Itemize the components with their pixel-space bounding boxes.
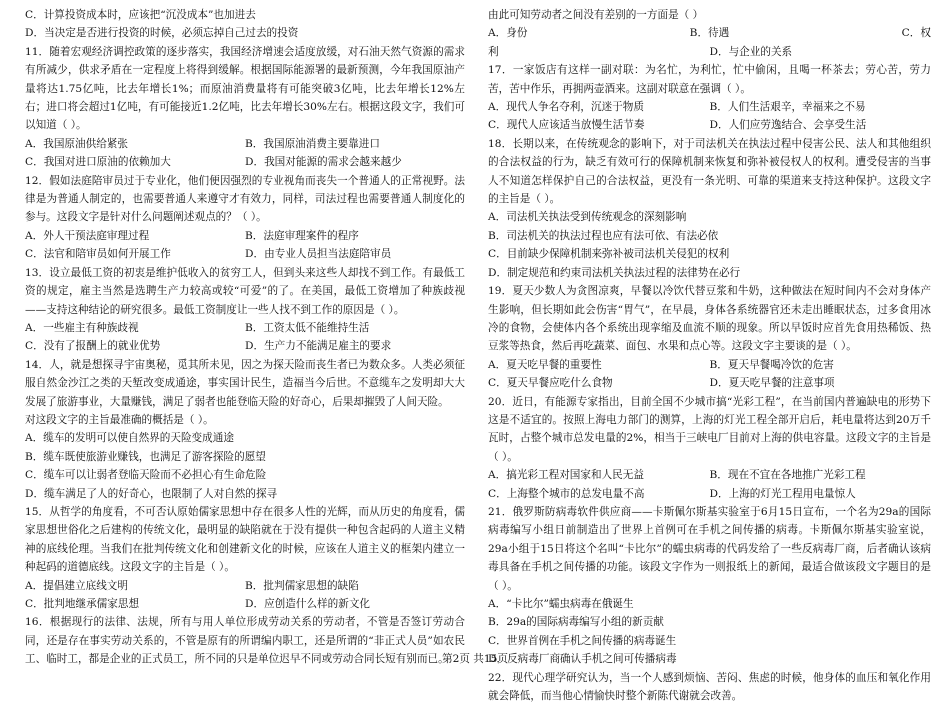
- q17-option-c: C．现代人应该适当放慢生活节奏: [488, 119, 645, 132]
- q11-options-row2: [25, 153, 465, 171]
- q16-stem-tail: 由此可知劳动者之间没有差别的一方面是（ ）: [488, 9, 704, 21]
- q12-stem: 12．假如法庭陪审员过于专业化，他们便因强烈的专业视角而丧失一个普通人的正常视野。法律是为普通人制定的，也需要普通人来遵守才有效力，同样，司法过程也需要普通人制度化的参与。这段文字是针对什么问题阐述观点的？（ ）。: [25, 174, 465, 224]
- q19-stem: 19．夏天少数人为贪图凉爽，早餐以冷饮代替豆浆和牛奶，这种做法在短时间内不会对身体产生影响，但长期如此会伤害“胃气”，在早晨，身体各系统器官还未走出睡眠状态，过多食用冰冷的食物，会使体内各个系统出现挛缩及血流不顺的现象。所以早饭时应首先食用热稀饭、热豆浆等热食，然后再吃蔬菜、面包、水果和点心等。这段文字主要谈的是（ ）。: [488, 285, 931, 353]
- q20-option-b: B．现在不宜在各地推广光彩工程: [709, 469, 866, 482]
- q17-option-b: B．人们生活艰辛，幸福来之不易: [709, 101, 866, 114]
- q18-option-d: D．制定规范和约束司法机关执法过程的法律势在必行: [488, 266, 741, 279]
- page-number-footer: 第2页 共15页: [442, 653, 508, 665]
- q12-options-row2: [25, 245, 465, 263]
- q17-option-d: D．人们应劳逸结合、会享受生活: [709, 119, 867, 132]
- q15-option-c: C．批判地继承儒家思想: [25, 598, 140, 610]
- q15-option-b: B．批判儒家思想的缺陷: [245, 579, 359, 592]
- q12-option-d: D．由专业人员担当法庭陪审员: [245, 248, 392, 261]
- q21-option-c: C．世界首例在手机之间传播的病毒诞生: [488, 634, 677, 647]
- q11-option-a: A．我国原油供给紧张: [25, 137, 128, 150]
- q14-option-a: A．缆车的发明可以使自然界的天险变成通途: [25, 432, 234, 445]
- q16-option-b: B．待遇: [689, 27, 730, 40]
- q15-options-row2: [25, 595, 465, 613]
- q14-question: 对这段文字的主旨最准确的概括是（ ）。: [25, 413, 214, 426]
- q12-option-b: B．法庭审理案件的程序: [245, 229, 359, 242]
- q18-option-b: B．司法机关的执法过程也应有法可依、有法必依: [488, 229, 719, 242]
- q13-options-row1: [25, 319, 465, 337]
- q14-option-d: D．缆车满足了人的好奇心，也限制了人对自然的探寻: [25, 487, 278, 500]
- q18-stem: 18．长期以来，在传统观念的影响下，对于司法机关在执法过程中侵害公民、法人和其他组织的合法权益的行为，缺乏有效可行的保障机制来恢复和弥补被侵权人的权利。遭受侵害的当事人不知道怎样保护自己的合法权益，更没有一条光明、可靠的渠道来支持这种保护。这段文字的主旨是（ ）。: [488, 137, 931, 206]
- q18-option-c: C．目前缺少保障机制来弥补被司法机关侵犯的权利: [488, 248, 730, 261]
- q17-option-a: A．现代人争名夺利，沉迷于物质: [488, 101, 644, 114]
- q15-option-d: D．应创造什么样的新文化: [245, 598, 371, 610]
- q20-stem: 20．近日，有能源专家指出，目前全国不少城市搞“光彩工程”，在当前国内普遍缺电的形势下这是不适宜的。按照上海电力部门的测算，上海的灯光工程全部开启后，耗电量将达到20万千瓦时，占整个城市总发电量的2%，相当于三峡电厂目前对上海的供电容量。这段文字的主旨是（ ）。: [488, 395, 931, 463]
- q19-option-d: D．夏天吃早餐的注意事项: [709, 377, 835, 390]
- q16-option-a: A．身份: [488, 27, 528, 40]
- q20-option-d: D．上海的灯光工程用电量惊人: [709, 487, 856, 500]
- q11-options-row1: [25, 135, 465, 153]
- q17-stem: 17．一家饭店有这样一副对联：为名忙，为利忙，忙中偷闲，且喝一杯茶去；劳心苦，劳力苦，苦中作乐，再拥两壶酒来。这副对联意在强调（ ）。: [488, 64, 931, 95]
- q13-option-b: B．工资太低不能维持生活: [245, 321, 370, 334]
- q19-options-row1: [488, 356, 931, 374]
- q18-option-a: A．司法机关执法受到传统观念的深刻影响: [488, 211, 687, 224]
- q12-option-a: A．外人干预法庭审理过程: [25, 229, 150, 242]
- q20-option-c: C．上海整个城市的总发电量不高: [488, 487, 645, 500]
- left-column: [25, 6, 465, 669]
- q16-option-c-continued: 利: [488, 45, 499, 58]
- q13-option-d: D．生产力不能满足雇主的要求: [245, 340, 392, 353]
- q16-option-c: C．权: [901, 27, 931, 40]
- q16-options-row2: [488, 43, 931, 61]
- q15-options-row1: [25, 577, 465, 595]
- q21-stem: 21．俄罗斯防病毒软件供应商——卡斯佩尔斯基实验室于6月15日宣布，一个名为29a的国际病毒编写小组日前制造出了世界上首例可在手机之间传播的病毒。卡斯佩尔斯基实验室说，29a小组于15日将这个名叫“卡比尔”的蠕虫病毒的代码发给了一些反病毒厂商，后者确认该病毒具备在手机之间传播的功能。该段文字作为一则报纸上的新闻，最适合做该段文字题目的是（ ）。: [488, 505, 931, 592]
- q13-stem: 13．设立最低工资的初衷是维护低收入的贫穷工人，但到头来这些人却找不到工作。有最低工资的规定，雇主当然是选聘生产力较高或较“可爱”的了。在美国，最低工资增加了种族歧视——支持这种结论的研究很多。最低工资制度让一些人找不到工作的原因是（ ）。: [25, 266, 465, 316]
- q14-stem: 14．人，就是想探寻宇宙奥秘，觅其所未见，因之为探天险而丧生者已为数众多。人类必须征服自然金沙江之类的天堑改变成通途，事实国计民生，造福当今后世。不意缆车之发明却大大发展了旅游事业，大量赚钱，满足了弱者也能登临天险的好奇心，后果却摧毁了人间天险。: [25, 358, 465, 408]
- q15-option-a: A．提倡建立底线文明: [25, 579, 128, 592]
- q22-stem: 22．现代心理学研究认为，当一个人感到烦恼、苦闷、焦虑的时候，他身体的血压和氧化作用就会降低，而当他心情愉快时整个新陈代谢就会改善。: [488, 671, 931, 703]
- q21-option-a: A．“卡比尔”蠕虫病毒在俄诞生: [488, 598, 634, 610]
- q11-option-d: D．我国对能源的需求会越来越少: [245, 156, 402, 169]
- q13-option-c: C．没有了报酬上的就业优势: [25, 340, 161, 353]
- q19-option-a: A．夏天吃早餐的重要性: [488, 358, 602, 371]
- q12-options-row1: [25, 227, 465, 245]
- q12-option-c: C．法官和陪审员如何开展工作: [25, 248, 171, 261]
- q19-option-c: C．夏天早餐应吃什么食物: [488, 377, 613, 390]
- right-column: [488, 6, 931, 705]
- q19-options-row2: [488, 374, 931, 392]
- q21-option-d: D．反病毒厂商确认手机之间可传播病毒: [488, 653, 677, 666]
- q20-options-row2: [488, 485, 931, 503]
- q19-option-b: B．夏天早餐喝冷饮的危害: [709, 358, 834, 371]
- q11-option-b: B．我国原油消费主要靠进口: [245, 137, 380, 150]
- q13-option-a: A．一些雇主有种族歧视: [25, 321, 139, 334]
- q15-stem: 15．从哲学的角度看，不可否认原始儒家思想中存在很多人性的光辉，而从历史的角度看，儒家思想世俗化之后建构的传统文化，最明显的缺陷就在于没有提供一种包含起码的人道主义精神的底线伦理。当我们在批判传统文化和创建新文化的时候，应该在人道主义的框架内建立一种起码的道德底线。这段文字的主旨是（ ）。: [25, 505, 465, 574]
- q11-stem: 11．随着宏观经济调控政策的逐步落实，我国经济增速会适度放缓，对石油天然气资源的需求有所减少，供求矛盾在一定程度上将得到缓解。根据国际能源署的最新预测，今年我国原油产量将达1.75亿吨，比去年增长1%；而原油消费量将有可能突破3亿吨，比去年增长12%左右；进口将会超过1亿吨，有可能接近1.2亿吨，比去年增长30%左右。根据这段文字，我们可以知道（ ）。: [25, 45, 465, 132]
- q16-options-row1: [488, 24, 931, 42]
- q11-option-c: C．我国对进口原油的依赖加大: [25, 156, 171, 169]
- q10-option-d: D．当决定是否进行投资的时候，必须忘掉自己过去的投资: [25, 27, 299, 40]
- q14-option-b: B．缆车既使旅游业赚钱，也满足了游客探险的愿望: [25, 450, 266, 463]
- q17-options-row2: [488, 116, 931, 134]
- q20-option-a: A．搞光彩工程对国家和人民无益: [488, 469, 644, 482]
- q16-stem: 16．根据现行的法律、法规，所有与用人单位形成劳动关系的劳动者，不管是否签订劳动合同，还是存在事实劳动关系的，不管是原有的所谓编内职工，还是所谓的“非正式人员”如农民工、临时工，都是企业的正式员工，所不同的只是单位迟早不同或劳动合同长短有别而已。: [25, 616, 465, 666]
- q17-options-row1: [488, 98, 931, 116]
- q21-option-b: B．29a的国际病毒编写小组的新贡献: [488, 616, 664, 629]
- q10-option-c: C．计算投资成本时，应该把“沉没成本”也加进去: [25, 9, 256, 21]
- q20-options-row1: [488, 466, 931, 484]
- q14-option-c: C．缆车可以让弱者登临天险而不必担心有生命危险: [25, 469, 267, 482]
- q16-option-d: D．与企业的关系: [709, 45, 793, 58]
- q13-options-row2: [25, 337, 465, 355]
